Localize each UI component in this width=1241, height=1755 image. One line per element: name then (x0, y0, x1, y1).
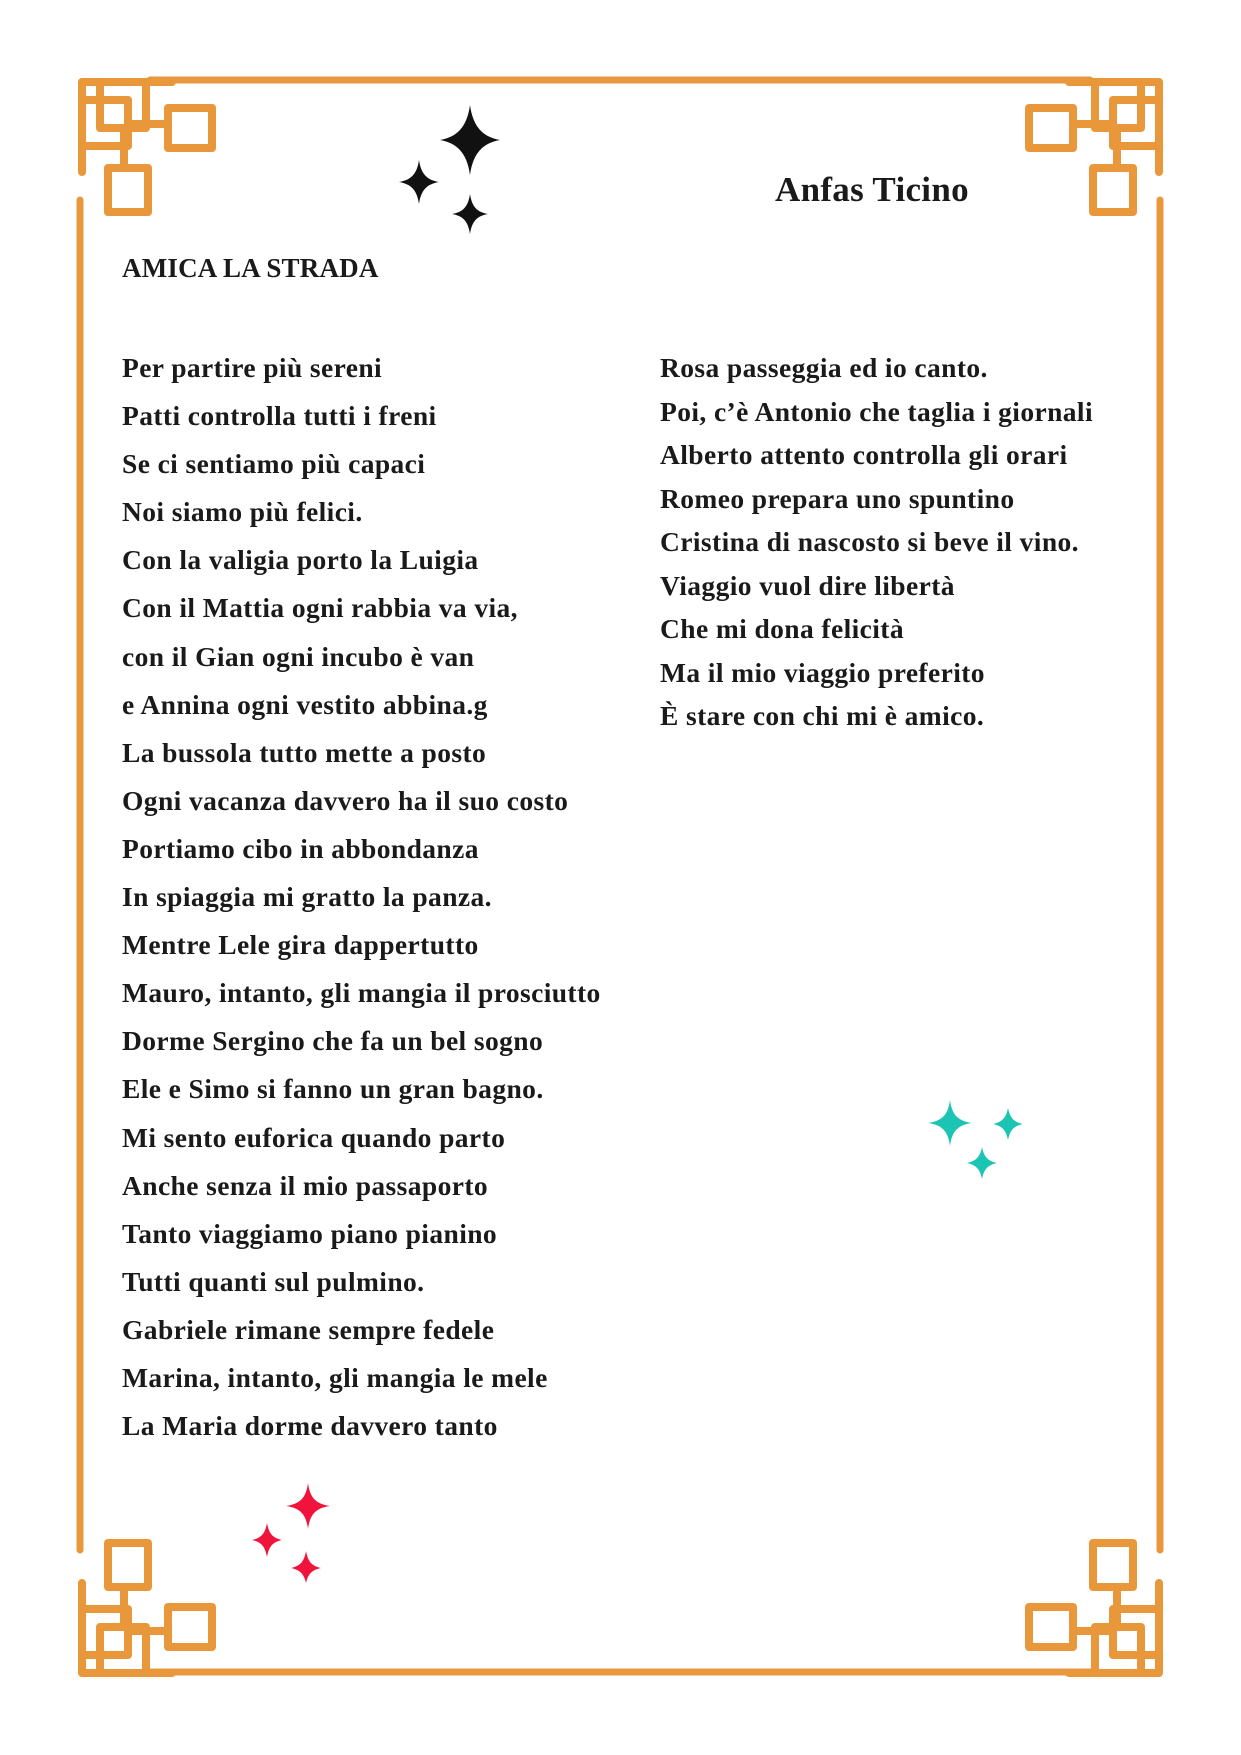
poem-line: Tutti quanti sul pulmino. (122, 1265, 425, 1297)
poem-line: Con la valigia porto la Luigia (122, 544, 479, 576)
poem-line: Rosa passeggia ed io canto. (660, 352, 988, 383)
organization-name: Anfas Ticino (775, 170, 969, 209)
poem-line: Patti controlla tutti i freni (122, 400, 437, 432)
sparkle-icon (252, 1483, 332, 1583)
poem-line: Portiamo cibo in abbondanza (122, 832, 479, 864)
poem-line: Noi siamo più felici. (122, 496, 363, 528)
poem-line: Se ci sentiamo più capaci (122, 448, 426, 480)
poem-line: La bussola tutto mette a posto (122, 736, 487, 768)
poem-line: Ele e Simo si fanno un gran bagno. (122, 1073, 544, 1105)
poem-line: Mi sento euforica quando parto (122, 1121, 506, 1153)
poem-line: Tanto viaggiamo piano pianino (122, 1217, 498, 1249)
poem-line: Dorme Sergino che fa un bel sogno (122, 1025, 544, 1057)
poem-column-right (660, 346, 1093, 738)
poem-line: La Maria dorme davvero tanto (122, 1410, 498, 1442)
poem-line: Romeo prepara uno spuntino (660, 482, 1015, 514)
sparkle-icon (395, 105, 505, 235)
poem-line: Per partire più sereni (122, 352, 383, 383)
poem-line: Viaggio vuol dire libertà (660, 569, 955, 601)
poem-line: Mentre Lele gira dappertutto (122, 929, 479, 961)
poem-line: Poi, c’è Antonio che taglia i giornali (660, 395, 1094, 427)
poem-line: È stare con chi mi è amico. (660, 700, 985, 731)
poem-line: Alberto attento controlla gli orari (660, 439, 1068, 470)
poem-line: Ogni vacanza davvero ha il suo costo (122, 784, 569, 816)
poem-line: Mauro, intanto, gli mangia il prosciutto (122, 977, 601, 1009)
poem-line: Marina, intanto, gli mangia le mele (122, 1361, 548, 1393)
poem-column-left (122, 344, 601, 1450)
sparkle-icon (925, 1100, 1025, 1180)
poem-line: e Annina ogni vestito abbina.g (122, 688, 488, 720)
poem-line: Che mi dona felicità (660, 613, 905, 644)
poem-line: Cristina di nascosto si beve il vino. (660, 526, 1079, 557)
poem-title: AMICA LA STRADA (122, 253, 379, 283)
poem-line: In spiaggia mi gratto la panza. (122, 881, 492, 913)
poem-line: Anche senza il mio passaporto (122, 1169, 489, 1201)
poem-line: Con il Mattia ogni rabbia va via, (122, 592, 518, 624)
poem-line: con il Gian ogni incubo è van (122, 640, 475, 672)
poem-line: Gabriele rimane sempre fedele (122, 1313, 495, 1345)
poem-line: Ma il mio viaggio preferito (660, 656, 985, 688)
